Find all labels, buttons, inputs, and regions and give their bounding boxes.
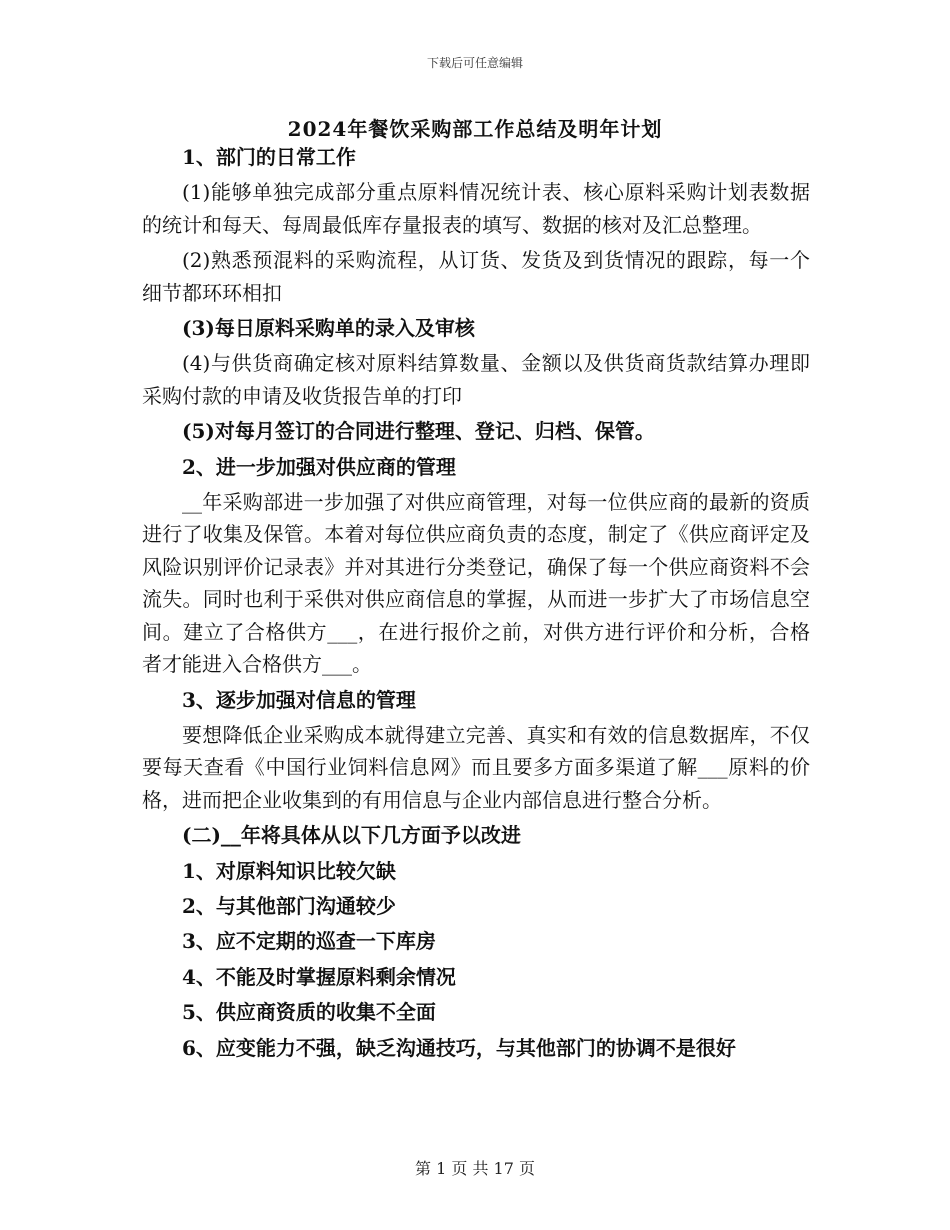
document-title: 2024年餐饮采购部工作总结及明年计划 bbox=[287, 117, 663, 141]
header-note: 下载后可任意编辑 bbox=[426, 56, 523, 70]
paragraph-supplier-management: __年采购部进一步加强了对供应商管理，对每一位供应商的最新的资质进行了收集及保管。本着对每位供应商负责的态度，制定了《供应商评定及风险识别评价记录表》并对其进行分类登记，确保了每一个供应商资料不会流失。同时也利于采供对供应商信息的掌握，从而进一步扩大了市场信息空间。建立了合格供方___，在进行报价之前，对供方进行评价和分析，合格者才能进入合格供方___。 bbox=[142, 490, 810, 677]
paragraph-item-3: (3)每日原料采购单的录入及审核 bbox=[182, 316, 475, 341]
paragraph-information-management: 要想降低企业采购成本就得建立完善、真实和有效的信息数据库，不仅要每天查看《中国行业饲料信息网》而且要多方面多渠道了解___原料的价格，进而把企业收集到的有用信息与企业内部信息进行整合分析。 bbox=[142, 722, 810, 812]
section-heading-daily-work: 1、部门的日常工作 bbox=[182, 145, 356, 169]
improvement-item-6: 6、应变能力不强，缺乏沟通技巧，与其他部门的协调不是很好 bbox=[182, 1035, 736, 1060]
section-heading-supplier-management: 2、进一步加强对供应商的管理 bbox=[182, 454, 456, 479]
improvement-item-4: 4、不能及时掌握原料剩余情况 bbox=[182, 964, 456, 989]
paragraph-item-4: (4)与供货商确定核对原料结算数量、金额以及供货商货款结算办理即采购付款的申请及收货报告单的打印 bbox=[142, 351, 810, 408]
improvement-item-2: 2、与其他部门沟通较少 bbox=[182, 893, 396, 918]
section-heading-information-management: 3、逐步加强对信息的管理 bbox=[182, 687, 416, 712]
improvement-item-3: 3、应不定期的巡查一下库房 bbox=[182, 929, 436, 954]
paragraph-item-1: (1)能够单独完成部分重点原料情况统计表、核心原料采购计划表数据的统计和每天、每周最低库存量报表的填写、数据的核对及汇总整理。 bbox=[142, 180, 810, 237]
improvement-item-1: 1、对原料知识比较欠缺 bbox=[182, 858, 396, 883]
improvement-item-5: 5、供应商资质的收集不全面 bbox=[182, 1000, 436, 1025]
paragraph-item-2: (2)熟悉预混料的采购流程，从订货、发货及到货情况的跟踪，每一个细节都环环相扣 bbox=[142, 248, 810, 305]
section-heading-improvements: (二)__年将具体从以下几方面予以改进 bbox=[182, 823, 521, 848]
page-footer: 第 1 页 共 17 页 bbox=[415, 1159, 535, 1178]
document-body bbox=[142, 141, 810, 1064]
paragraph-item-5: (5)对每月签订的合同进行整理、登记、归档、保管。 bbox=[182, 419, 655, 444]
